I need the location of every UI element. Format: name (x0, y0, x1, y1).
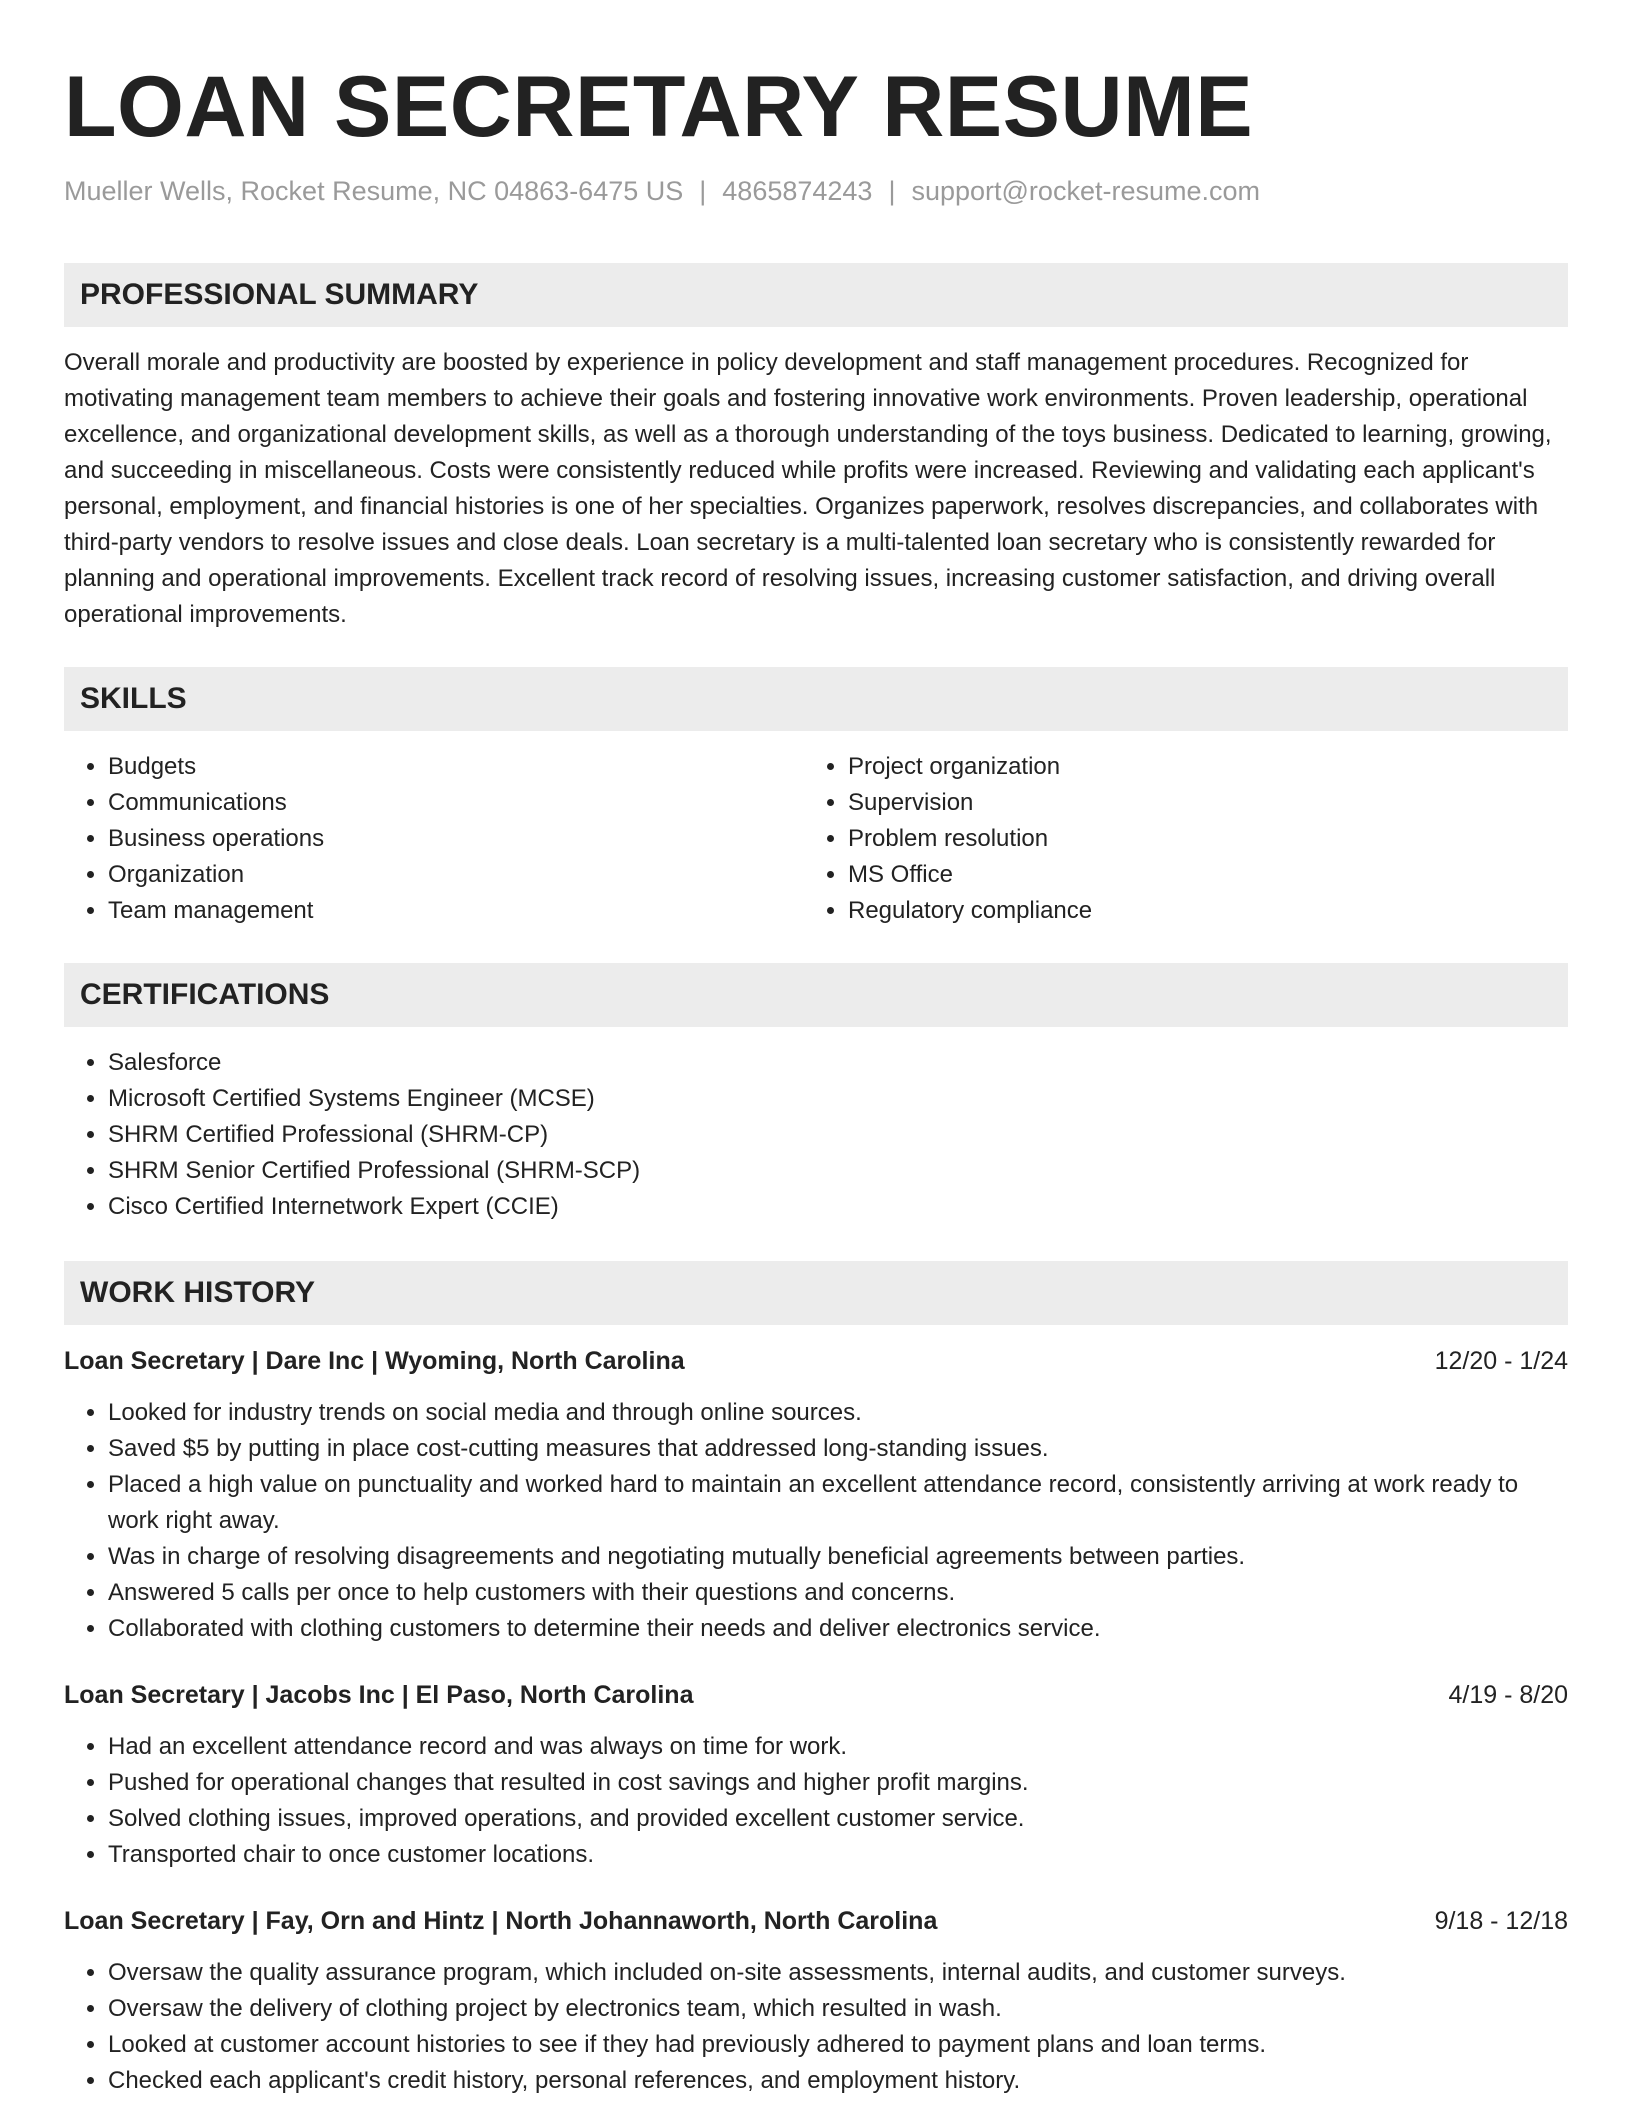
page-title: LOAN SECRETARY RESUME (64, 59, 1254, 155)
certification-item: • SHRM Certified Professional (SHRM-CP) (108, 1117, 1568, 1153)
contact-line (64, 176, 1568, 207)
job-bullet: • Saved $5 by putting in place cost-cutting measures that addressed long-standing issues. (108, 1431, 1568, 1467)
job-dates: 9/18 - 12/18 (1434, 1907, 1568, 1935)
job-dates: 12/20 - 1/24 (1434, 1347, 1568, 1375)
skill-item: • Problem resolution (848, 821, 1544, 857)
job-bullet: • Was in charge of resolving disagreements and negotiating mutually beneficial agreements between parties. (108, 1539, 1568, 1575)
skill-item: • Budgets (108, 749, 804, 785)
skills-column-right (804, 749, 1544, 929)
contact-phone: 4865874243 (722, 176, 873, 206)
job-dates: 4/19 - 8/20 (1448, 1681, 1568, 1709)
skill-item: • Project organization (848, 749, 1544, 785)
skills-column-left (64, 749, 804, 929)
job-bullet: • Looked for industry trends on social media and through online sources. (108, 1395, 1568, 1431)
contact-separator: | (888, 176, 896, 206)
section-heading-work-history: WORK HISTORY (64, 1261, 1568, 1325)
job-bullet: • Solved clothing issues, improved operations, and provided excellent customer service. (108, 1801, 1568, 1837)
contact-address: Mueller Wells, Rocket Resume, NC 04863-6475 US (64, 176, 684, 206)
job-header (64, 1343, 1568, 1379)
job-entry (64, 1903, 1568, 2099)
job-bullet: • Looked at customer account histories to see if they had previously adhered to payment plans and loan terms. (108, 2027, 1568, 2063)
job-bullet: • Answered 5 calls per once to help customers with their questions and concerns. (108, 1575, 1568, 1611)
skill-item: • Organization (108, 857, 804, 893)
summary-text: Overall morale and productivity are boosted by experience in policy development and staff management procedures. Recognized for motivating management team members to achieve their goals and fostering innovative work environments. Proven leadership, operational excellence, and organizational development skills, as well as a thorough understanding of the toys business. Dedicated to learning, growing, and succeeding in miscellaneous. Costs were consistently reduced while profits were increased. Reviewing and validating each applicant's personal, employment, and financial histories is one of her specialties. Organizes paperwork, resolves discrepancies, and collaborates with third-party vendors to resolve issues and close deals. Loan secretary is a multi-talented loan secretary who is consistently rewarded for planning and operational improvements. Excellent track record of resolving issues, increasing customer satisfaction, and driving overall operational improvements. (64, 349, 1552, 628)
skill-item: • Supervision (848, 785, 1544, 821)
certifications-list (64, 1045, 1568, 1225)
skill-item: • Communications (108, 785, 804, 821)
job-bullet: • Checked each applicant's credit history, personal references, and employment history. (108, 2063, 1568, 2099)
skill-item: • Team management (108, 893, 804, 929)
certification-item: • SHRM Senior Certified Professional (SHRM-SCP) (108, 1153, 1568, 1189)
job-bullet: • Pushed for operational changes that resulted in cost savings and higher profit margins. (108, 1765, 1568, 1801)
job-entry (64, 1343, 1568, 1647)
contact-email: support@rocket-resume.com (911, 176, 1260, 206)
certification-item: • Cisco Certified Internetwork Expert (CCIE) (108, 1189, 1568, 1225)
skill-item: • Regulatory compliance (848, 893, 1544, 929)
job-bullet: • Placed a high value on punctuality and worked hard to maintain an excellent attendance record, consistently arriving at work ready to work right away. (108, 1467, 1568, 1539)
job-title: Loan Secretary | Dare Inc | Wyoming, North Carolina (64, 1347, 685, 1375)
skill-item: • MS Office (848, 857, 1544, 893)
skills-list (64, 749, 1568, 929)
job-bullet: • Oversaw the quality assurance program, which included on-site assessments, internal audits, and customer surveys. (108, 1955, 1568, 1991)
job-title: Loan Secretary | Jacobs Inc | El Paso, North Carolina (64, 1681, 694, 1709)
job-header (64, 1903, 1568, 1939)
job-bullet: • Collaborated with clothing customers to determine their needs and deliver electronics service. (108, 1611, 1568, 1647)
job-entry (64, 1677, 1568, 1873)
job-header (64, 1677, 1568, 1713)
section-heading-summary: PROFESSIONAL SUMMARY (64, 263, 1568, 327)
skill-item: • Business operations (108, 821, 804, 857)
job-title: Loan Secretary | Fay, Orn and Hintz | North Johannaworth, North Carolina (64, 1907, 938, 1935)
section-heading-skills: SKILLS (64, 667, 1568, 731)
section-heading-certifications: CERTIFICATIONS (64, 963, 1568, 1027)
contact-separator: | (699, 176, 707, 206)
job-bullet: • Transported chair to once customer locations. (108, 1837, 1568, 1873)
certification-item: • Microsoft Certified Systems Engineer (MCSE) (108, 1081, 1568, 1117)
job-bullet: • Had an excellent attendance record and was always on time for work. (108, 1729, 1568, 1765)
job-bullet: • Oversaw the delivery of clothing project by electronics team, which resulted in wash. (108, 1991, 1568, 2027)
certification-item: • Salesforce (108, 1045, 1568, 1081)
